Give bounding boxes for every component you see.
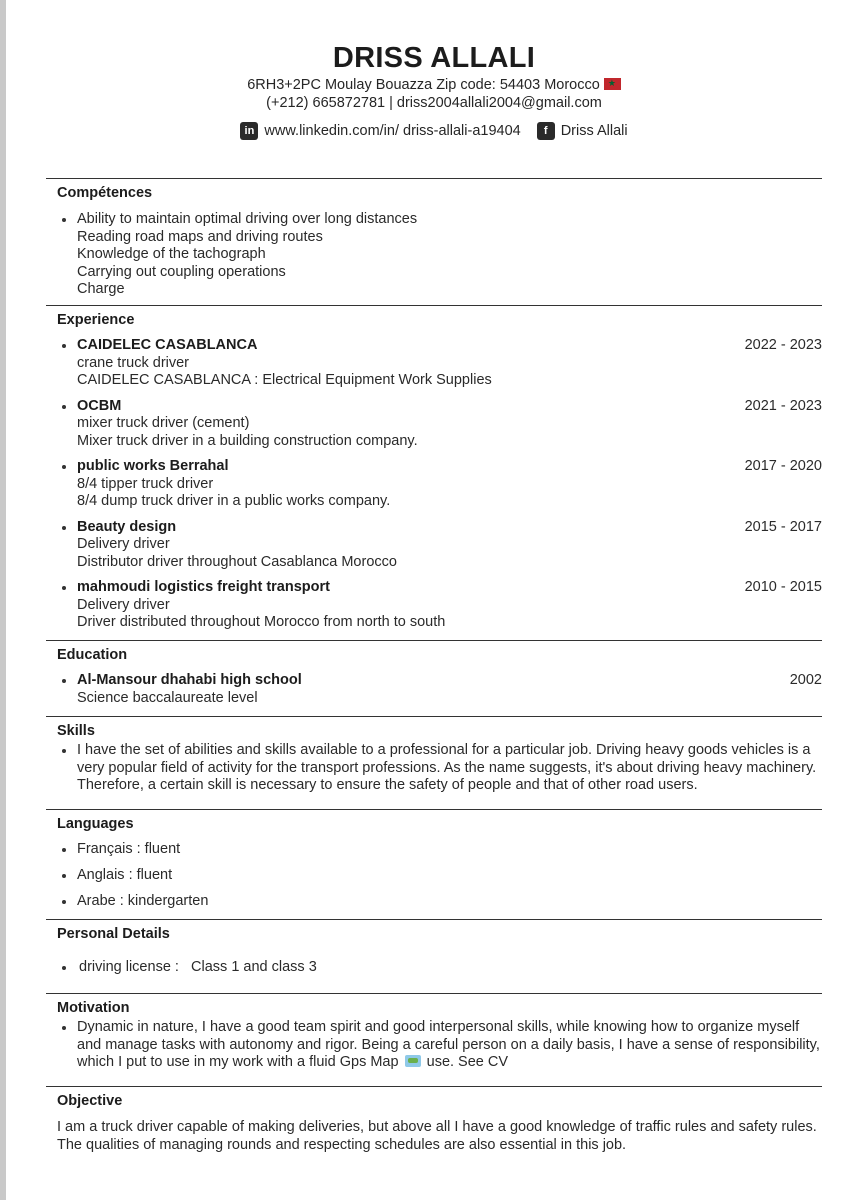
experience-company: Beauty design xyxy=(77,518,177,535)
experience-desc: Driver distributed throughout Morocco from north to south xyxy=(77,614,446,630)
experience-company: OCBM xyxy=(77,397,122,414)
competence-line: Ability to maintain optimal driving over long distances xyxy=(77,211,418,227)
experience-title: Experience xyxy=(57,312,135,328)
personal-detail-value: Class 1 and class 3 xyxy=(191,959,317,975)
map-icon xyxy=(405,1055,421,1067)
facebook-link[interactable] xyxy=(537,122,628,140)
address-line xyxy=(46,76,822,94)
section-competences xyxy=(46,178,822,305)
experience-item xyxy=(46,519,822,572)
objective-title: Objective xyxy=(57,1093,123,1109)
motivation-text-end: use. See CV xyxy=(426,1054,509,1070)
languages-title: Languages xyxy=(57,816,134,832)
experience-item xyxy=(46,337,822,390)
experience-desc: CAIDELEC CASABLANCA : Electrical Equipment Work Supplies xyxy=(77,372,492,388)
education-item xyxy=(46,672,822,707)
section-personal-details xyxy=(46,919,822,993)
experience-role: Delivery driver xyxy=(77,596,170,613)
personal-detail-label: driving license : xyxy=(79,959,179,975)
list-item xyxy=(46,742,822,795)
linkedin-link[interactable] xyxy=(240,122,520,140)
section-education xyxy=(46,640,822,716)
contact-line: (+212) 665872781 | driss2004allali2004@gmail.com xyxy=(266,95,602,111)
experience-role: crane truck driver xyxy=(77,354,190,371)
personal-details-title: Personal Details xyxy=(57,926,170,942)
section-objective xyxy=(46,1086,822,1166)
experience-role: 8/4 tipper truck driver xyxy=(77,475,214,492)
experience-dates: 2022 - 2023 xyxy=(744,337,822,353)
competences-list xyxy=(46,211,822,299)
experience-desc: Mixer truck driver in a building construction company. xyxy=(77,432,418,449)
list-item xyxy=(46,1019,822,1072)
motivation-text: Dynamic in nature, I have a good team spirit and good interpersonal skills, while knowing how to organize myself and manage tasks with autonomy and rigor. Being a careful person on a daily basis, I have a sense of responsibility, which I put to use in my work with a fluid Gps Map xyxy=(77,1019,820,1070)
experience-role: mixer truck driver (cement) xyxy=(77,415,250,431)
candidate-name: DRISS ALLALI xyxy=(332,42,536,74)
language-entry: Français : fluent xyxy=(77,841,181,857)
experience-dates: 2017 - 2020 xyxy=(744,458,822,474)
morocco-flag-icon xyxy=(604,78,621,90)
page-edge xyxy=(0,0,6,1200)
experience-desc: 8/4 dump truck driver in a public works company. xyxy=(77,493,391,509)
competence-line: Reading road maps and driving routes xyxy=(77,228,323,245)
experience-list xyxy=(46,337,822,632)
list-item xyxy=(46,959,822,977)
experience-desc: Distributor driver throughout Casablanca Morocco xyxy=(77,553,397,570)
list-item xyxy=(46,841,822,859)
resume-header xyxy=(46,0,822,178)
objective-text: I am a truck driver capable of making deliveries, but above all I have a good knowledge of traffic rules and safety rules. The qualities of managing rounds and respecting schedules are also essential in this job. xyxy=(57,1119,817,1153)
list-item xyxy=(46,211,822,299)
education-list xyxy=(46,672,822,707)
experience-company: mahmoudi logistics freight transport xyxy=(77,579,330,595)
experience-company: CAIDELEC CASABLANCA xyxy=(77,337,258,353)
languages-list xyxy=(46,841,822,911)
experience-dates: 2021 - 2023 xyxy=(744,397,822,414)
section-languages xyxy=(46,809,822,919)
experience-role: Delivery driver xyxy=(77,536,170,552)
section-motivation xyxy=(46,993,822,1086)
experience-item xyxy=(46,458,822,511)
experience-item xyxy=(46,398,822,451)
education-year: 2002 xyxy=(789,672,822,688)
skills-list xyxy=(46,742,822,795)
education-title: Education xyxy=(57,647,128,663)
address-text: 6RH3+2PC Moulay Bouazza Zip code: 54403 Morocco xyxy=(247,77,600,93)
experience-company: public works Berrahal xyxy=(77,458,229,474)
social-links xyxy=(46,122,822,140)
competences-title: Compétences xyxy=(57,185,153,201)
education-level: Science baccalaureate level xyxy=(77,689,258,706)
section-skills xyxy=(46,716,822,809)
competence-line: Charge xyxy=(77,281,125,297)
personal-details-list xyxy=(46,959,822,977)
competence-line: Carrying out coupling operations xyxy=(77,263,286,280)
motivation-list xyxy=(46,1019,822,1072)
section-experience xyxy=(46,305,822,640)
resume-page xyxy=(46,0,822,1166)
facebook-text: Driss Allali xyxy=(560,123,628,139)
skills-title: Skills xyxy=(57,723,95,739)
linkedin-text: www.linkedin.com/in/ driss-allali-a19404 xyxy=(264,123,521,139)
list-item xyxy=(46,893,822,911)
motivation-title: Motivation xyxy=(57,1000,130,1016)
experience-dates: 2015 - 2017 xyxy=(744,518,822,535)
experience-dates: 2010 - 2015 xyxy=(744,579,822,595)
language-entry: Anglais : fluent xyxy=(77,867,173,883)
language-entry: Arabe : kindergarten xyxy=(77,893,209,909)
experience-item xyxy=(46,579,822,632)
skills-text: I have the set of abilities and skills available to a professional for a particular job. Driving heavy goods vehicles is a very popular field of activity for the transport professions. As the name suggests, it's about driving heavy machinery. Therefore, a certain skill is necessary to ensure the safety of people and that of other road users. xyxy=(77,742,817,793)
list-item xyxy=(46,867,822,885)
facebook-icon: f xyxy=(537,122,555,140)
competence-line: Knowledge of the tachograph xyxy=(77,246,266,262)
education-school: Al-Mansour dhahabi high school xyxy=(77,672,302,688)
linkedin-icon: in xyxy=(240,122,258,140)
